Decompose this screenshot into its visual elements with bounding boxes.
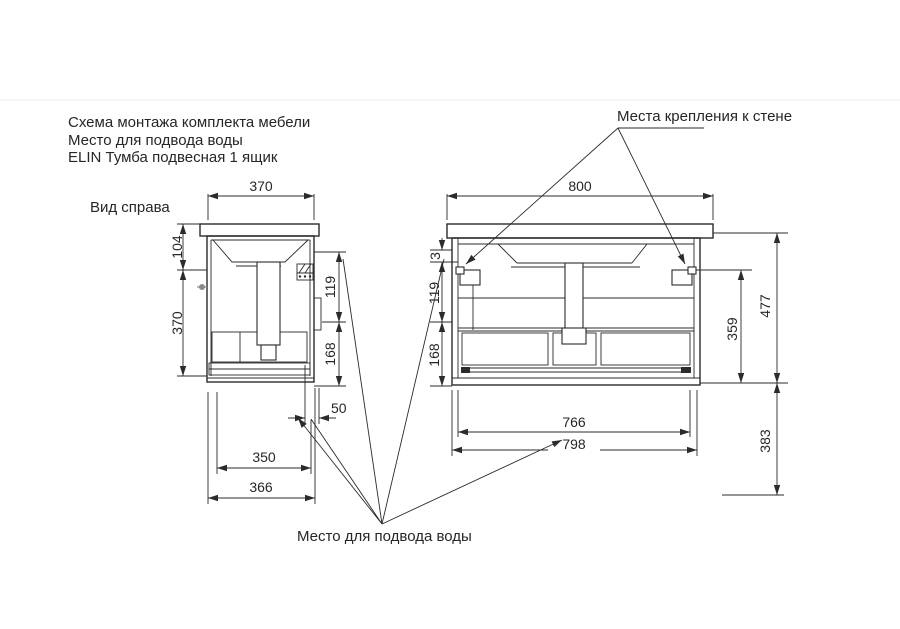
front-view-dimensions	[426, 178, 788, 495]
dim-front-inner-width: 766	[562, 414, 586, 430]
side-view-drawing	[197, 224, 321, 382]
dim-side-back-offset: 50	[331, 400, 347, 416]
dim-front-bracket-gap: 3	[427, 252, 443, 260]
dim-front-total-height: 477	[757, 294, 773, 318]
front-view-drawing	[447, 224, 713, 385]
dim-front-drawer-zone: 168	[426, 343, 442, 367]
dim-front-top-width: 800	[568, 178, 592, 194]
side-wall-bracket	[297, 264, 313, 280]
wall-mount-label: Места крепления к стене	[617, 108, 793, 125]
dim-side-outer-depth: 366	[249, 479, 273, 495]
title-line-2: Место для подвода воды	[68, 132, 243, 149]
dim-side-top-width: 370	[249, 178, 273, 194]
front-wall-bracket-right	[672, 267, 696, 285]
dim-front-outer-width: 798	[562, 436, 586, 452]
side-drain-pipe	[257, 262, 280, 345]
water-supply-label: Место для подвода воды	[297, 528, 472, 545]
dim-front-floor-clearance: 383	[757, 429, 773, 453]
front-drain-pipe	[565, 263, 583, 330]
dim-front-upper-gap: 119	[426, 281, 442, 305]
title-line-1: Схема монтажа комплекта мебели	[68, 114, 311, 131]
dim-front-bracket-height: 359	[724, 317, 740, 341]
header-block	[68, 114, 310, 166]
dim-side-countertop-offset: 104	[169, 235, 185, 259]
side-view-label: Вид справа	[90, 199, 170, 216]
dim-side-body-height: 370	[169, 311, 185, 335]
dim-side-upper-gap: 119	[322, 275, 338, 299]
side-cam-knob	[197, 284, 207, 290]
title-line-3: ELIN Тумба подвесная 1 ящик	[68, 149, 278, 166]
dim-side-inner-depth: 350	[252, 449, 276, 465]
dim-side-drawer-zone: 168	[322, 342, 338, 366]
front-wall-bracket-left	[456, 267, 480, 330]
